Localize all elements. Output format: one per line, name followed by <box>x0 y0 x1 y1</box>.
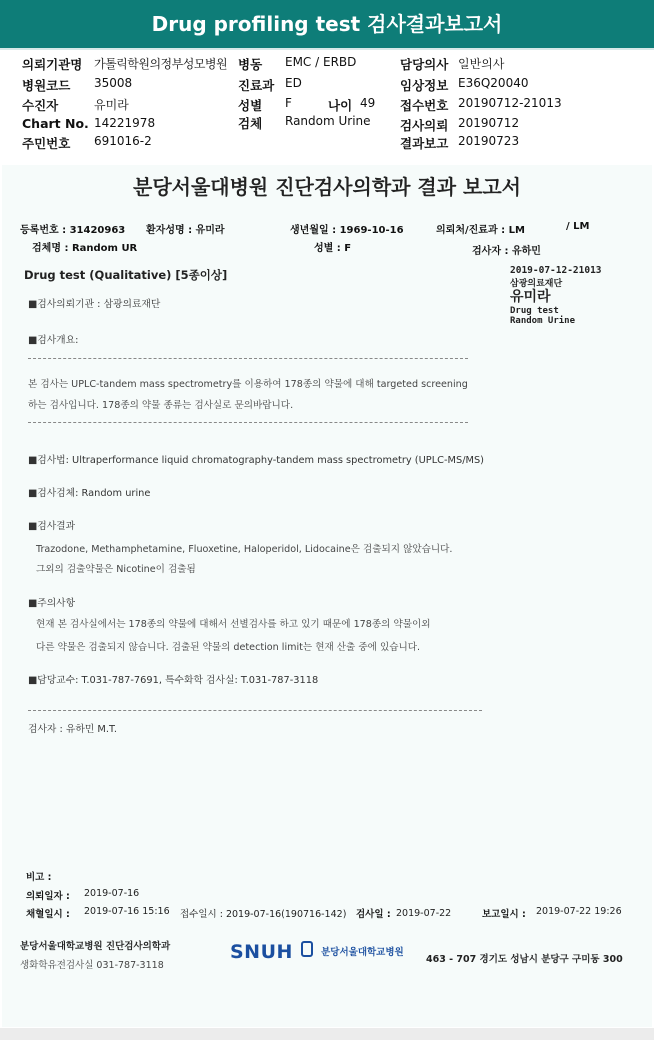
doctor-value: 일반의사 <box>458 57 505 71</box>
receipt-no-label: 접수번호 <box>400 98 449 113</box>
birth-date: 생년월일 : 1969-10-16 <box>290 225 404 236</box>
report-title-banner <box>0 0 654 50</box>
referrer: 의뢰처/진료과 : LM <box>436 225 525 236</box>
request-agency: ■검사의뢰기관 : 삼광의료재단 <box>28 299 161 310</box>
specimen-label: 검체 <box>238 116 263 131</box>
chart-no-label: Chart No. <box>22 116 89 131</box>
stamp-name: 유미라 <box>510 289 551 305</box>
report-title: Drug profiling test 검사결과보고서 <box>151 12 503 36</box>
hospital-address: 463 - 707 경기도 성남시 분당구 구미동 300 <box>426 954 623 965</box>
request-info-header <box>0 50 654 162</box>
snuh-logo <box>230 941 404 963</box>
examiner: 검사자 : 유하민 <box>472 246 541 257</box>
ward-value: EMC / ERBD <box>285 55 357 69</box>
overview-line-2: 하는 검사입니다. 178종의 약물 종류는 검사실로 문의바랍니다. <box>28 400 294 411</box>
age-value: 49 <box>360 96 376 110</box>
doctor-label: 담당의사 <box>400 57 449 72</box>
specimen-label-stamp <box>510 265 602 326</box>
overview-heading: ■검사개요: <box>28 335 79 346</box>
caution-line-2: 다른 약물은 검출되지 않습니다. 검출된 약물의 detection limit는 현재 산출 중에 있습니다. <box>36 642 421 653</box>
stamp-test: Drug test <box>510 306 559 316</box>
snuh-emblem-icon <box>301 941 313 957</box>
institution-value: 가톨릭학원의정부성모병원 <box>94 57 228 71</box>
contact-info: ■담당교수: T.031-787-7691, 특수화학 검사실: T.031-787-3118 <box>28 675 319 686</box>
resident-id-label: 주민번호 <box>22 136 71 151</box>
note-label: 비고 : <box>26 872 52 883</box>
test-date-label: 검사일 : <box>356 909 391 920</box>
test-date-value: 2019-07-22 <box>396 908 452 919</box>
result-heading: ■검사결과 <box>28 521 76 532</box>
test-specimen: ■검사검체: Random urine <box>28 488 151 499</box>
receive-date: 접수일시 : 2019-07-16(190716-142) <box>180 909 347 920</box>
divider <box>28 710 482 711</box>
sex-value: F <box>285 96 292 110</box>
examinee-label: 수진자 <box>22 98 59 113</box>
request-date-label: 의뢰일자 : <box>26 891 70 902</box>
specimen-value: Random Urine <box>285 114 371 128</box>
result-line-2: 그외의 검출약물은 Nicotine이 검출됨 <box>36 564 196 575</box>
lab-report-image <box>2 165 652 1027</box>
result-report-label: 결과보고 <box>400 136 449 151</box>
stamp-specimen: Random Urine <box>510 316 576 326</box>
bottom-strip <box>0 1028 654 1040</box>
examiner-signature: 검사자 : 유하민 M.T. <box>28 724 117 735</box>
divider <box>28 422 468 423</box>
overview-line-1: 본 검사는 UPLC-tandem mass spectrometry를 이용하여 178종의 약물에 대해 targeted screening <box>28 379 468 390</box>
report-date-value: 2019-07-22 19:26 <box>536 906 622 917</box>
divider <box>28 358 468 359</box>
result-line-1: Trazodone, Methamphetamine, Fluoxetine, Haloperidol, Lidocaine은 검출되지 않았습니다. <box>36 544 453 555</box>
request-date-value: 2019-07-16 <box>84 888 140 899</box>
caution-heading: ■주의사항 <box>28 598 76 609</box>
ward-label: 병동 <box>238 57 263 72</box>
footer-department: 분당서울대학교병원 진단검사의학과 <box>20 941 171 952</box>
referrer-dept: / LM <box>566 221 590 232</box>
resident-id-value: 691016-2 <box>94 134 152 148</box>
request-label: 검사의뢰 <box>400 118 449 133</box>
clinical-info-label: 임상정보 <box>400 78 449 93</box>
dept-value: ED <box>285 76 302 90</box>
collect-date-label: 채혈일시 : <box>26 909 70 920</box>
snuh-logo-korean: 분당서울대학교병원 <box>321 947 404 958</box>
reg-no: 등록번호 : 31420963 <box>20 225 126 236</box>
patient-sex: 성별 : F <box>314 243 352 254</box>
test-method: ■검사법: Ultraperformance liquid chromatography-tandem mass spectrometry (UPLC-MS/MS) <box>28 455 484 466</box>
caution-line-1: 현재 본 검사실에서는 178종의 약물에 대해서 선별검사를 하고 있기 때문에 178종의 약물이외 <box>36 619 431 630</box>
specimen-name: 검체명 : Random UR <box>32 243 138 254</box>
hospital-code-label: 병원코드 <box>22 78 71 93</box>
hospital-code-value: 35008 <box>94 76 133 90</box>
report-heading: 분당서울대병원 진단검사의학과 결과 보고서 <box>133 175 521 199</box>
snuh-logo-text: SNUH <box>230 941 293 963</box>
chart-no-value: 14221978 <box>94 116 156 130</box>
result-report-value: 20190723 <box>458 134 520 148</box>
clinical-info-value: E36Q20040 <box>458 76 529 90</box>
footer-lab: 생화학유전검사실 031-787-3118 <box>20 960 164 971</box>
receipt-no-value: 20190712-21013 <box>458 96 562 110</box>
test-title: Drug test (Qualitative) [5종이상] <box>24 268 228 282</box>
collect-date-value: 2019-07-16 15:16 <box>84 906 170 917</box>
stamp-agency: 삼광의료재단 <box>510 279 563 289</box>
institution-label: 의뢰기관명 <box>22 57 83 72</box>
sex-label: 성별 <box>238 98 263 113</box>
request-value: 20190712 <box>458 116 520 130</box>
age-label: 나이 <box>328 98 353 113</box>
dept-label: 진료과 <box>238 78 275 93</box>
report-date-label: 보고일시 : <box>482 909 526 920</box>
stamp-receipt: 2019-07-12-21013 <box>510 265 602 276</box>
examinee-value: 유미라 <box>94 98 129 112</box>
patient-name: 환자성명 : 유미라 <box>146 225 225 236</box>
